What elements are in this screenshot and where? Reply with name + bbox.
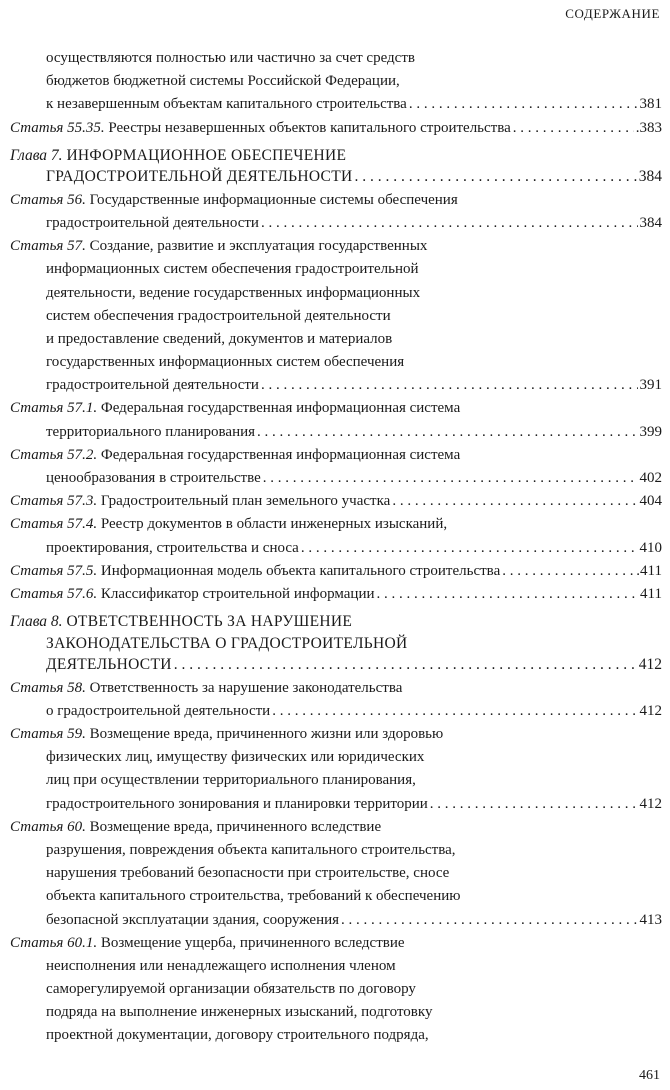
entry-title-line: информационных систем обеспечения градостроительной [46,261,419,278]
entry-title-line: Возмещение вреда, причиненного жизни или здоровью [89,726,444,742]
article-label: Статья 57.6. [10,585,98,602]
toc-line [10,723,662,746]
toc-line [10,978,662,1001]
entry-title-line: систем обеспечения градостроительной деятельности [46,307,391,324]
page-number: 461 [639,1068,660,1083]
toc-line [10,467,662,490]
toc-line [10,746,662,769]
article-label: Статья 56. [10,191,86,208]
entry-title-line: Государственные информационные системы обеспечения [89,191,458,208]
toc-page-number: 412 [638,656,662,674]
chapter-title-line: ОТВЕТСТВЕННОСТЬ ЗА НАРУШЕНИЕ [66,613,353,631]
dot-leader [261,212,638,235]
article-label: Статья 59. [10,726,86,742]
toc-page-number: .411 [636,562,662,579]
entry-title-line: Возмещение ущерба, причиненного вследствие [100,934,405,951]
entry-title-line: неисполнения или ненадлежащего исполнения членом [46,957,396,974]
toc-line [10,93,662,116]
dot-leader [354,166,636,188]
toc-line [10,633,662,655]
entry-title-line: Реестр документов в области инженерных изысканий, [100,516,448,533]
entry-title-line: Создание, развитие и эксплуатация государственных [89,238,428,255]
toc-page-number: .383 [635,119,662,136]
toc-entry [10,723,662,816]
toc-line [10,166,662,188]
dot-leader [409,93,638,116]
toc-line [10,816,662,839]
toc-entry [10,189,662,235]
chapter-title-line: ЗАКОНОДАТЕЛЬСТВА О ГРАДОСТРОИТЕЛЬНОЙ [46,634,408,652]
toc-page-number: 381 [639,96,662,113]
entry-title-line: государственных информационных систем обеспечения [46,354,405,371]
running-head: СОДЕРЖАНИЕ [565,6,660,21]
toc-line [10,235,662,258]
toc-line [10,490,662,513]
toc-line [10,374,662,397]
toc-entry [10,490,662,513]
toc-line [10,421,662,444]
toc-line [10,328,662,351]
entry-title-line: Классификатор строительной информации [100,585,375,602]
toc-line [10,1024,662,1047]
toc-entry [10,816,662,932]
entry-title-line: территориального планирования [46,423,256,440]
toc-entry [10,513,662,559]
toc-line [10,47,662,70]
toc-entry [10,677,662,723]
toc-line [10,537,662,560]
toc-line [10,444,662,467]
toc-line [10,189,662,212]
entry-title-line: объекта капитального строительства, требований к обеспечению [46,888,461,905]
dot-leader [261,374,638,397]
toc-page-number: 391 [639,377,662,394]
entry-title-line: осуществляются полностью или частично за счет средств [46,50,415,66]
toc-page-number: 413 [639,911,662,928]
entry-title-line: Информационная модель объекта капитального строительства [100,562,501,579]
toc-entry [10,560,662,583]
entry-title-line: градостроительной деятельности [46,214,259,231]
toc-line [10,305,662,328]
dot-leader [301,537,638,560]
dot-leader [257,421,637,444]
entry-title-line: Реестры незавершенных объектов капитального строительства [108,119,511,136]
table-of-contents [10,47,662,1048]
toc-line [10,351,662,374]
toc-chapter-entry [10,145,662,188]
toc-line [10,955,662,978]
dot-leader [430,793,638,816]
toc-line [10,1001,662,1024]
toc-page-number: 410 [639,539,662,556]
toc-line [10,70,662,93]
dot-leader [341,909,637,932]
toc-page-number: 411 [640,585,662,602]
entry-title-line: Возмещение вреда, причиненного вследствие [89,818,382,835]
dot-leader [392,490,637,513]
entry-title-line: проектирования, строительства и сноса [46,539,299,556]
entry-title-line: разрушения, повреждения объекта капитального строительства, [46,841,456,858]
toc-page-number: 412 [639,702,662,719]
entry-title-line: деятельности, ведение государственных информационных [46,284,421,301]
entry-title-line: градостроительного зонирования и планировки территории [46,795,428,812]
toc-line [10,885,662,908]
toc-line [10,932,662,955]
toc-page-number: 402 [639,470,662,486]
toc-entry [10,235,662,397]
article-label: Статья 57.5. [10,562,98,579]
article-label: Статья 57.4. [10,516,98,533]
entry-title-line: о градостроительной деятельности [46,702,271,719]
article-label: Статья 58. [10,679,86,696]
entry-title-line: саморегулируемой организации обязательств по договору [46,981,416,998]
toc-line [10,909,662,932]
entry-title-line: к незавершенным объектам капитального строительства [46,96,407,113]
article-label: Статья 60. [10,818,86,835]
dot-leader [263,467,638,490]
dot-leader [502,560,634,583]
toc-line [10,282,662,305]
toc-line [10,583,662,606]
toc-line [10,513,662,536]
toc-entry [10,47,662,117]
toc-line [10,700,662,723]
toc-line [10,212,662,235]
entry-title-line: нарушения требований безопасности при строительстве, сносе [46,865,450,882]
toc-line [10,117,662,140]
toc-line [10,654,662,676]
toc-entry [10,397,662,443]
chapter-title-line: ИНФОРМАЦИОННОЕ ОБЕСПЕЧЕНИЕ [66,146,347,164]
toc-line [10,611,662,633]
dot-leader [377,583,639,606]
entry-title-line: ценообразования в строительстве [46,470,261,486]
dot-leader [272,700,637,723]
toc-line [10,560,662,583]
toc-chapter-entry [10,611,662,676]
toc-line [10,862,662,885]
toc-page-number: 412 [639,795,662,812]
toc-line [10,839,662,862]
toc-page-number: 384 [639,214,662,231]
toc-entry [10,932,662,1048]
entry-title-line: Федеральная государственная информационная система [100,400,461,417]
toc-line [10,793,662,816]
toc-line [10,769,662,792]
toc-page-number: 399 [639,423,662,440]
entry-title-line: и предоставление сведений, документов и материалов [46,330,393,347]
article-label: Статья 55.35. [10,119,105,136]
entry-title-line: проектной документации, договору строительного подряда, [46,1027,429,1044]
chapter-label: Глава 8. [10,613,63,631]
chapter-title-line: ГРАДОСТРОИТЕЛЬНОЙ ДЕЯТЕЛЬНОСТИ [46,168,353,186]
chapter-label: Глава 7. [10,146,63,164]
entry-title-line: лиц при осуществлении территориального планирования, [46,772,416,789]
entry-title-line: Ответственность за нарушение законодательства [89,679,403,696]
toc-line [10,677,662,700]
dot-leader [174,654,637,676]
toc-page-number: 404 [639,493,662,510]
toc-page-number: 384 [638,168,662,186]
article-label: Статья 57.1. [10,400,98,417]
toc-line [10,145,662,167]
entry-title-line: градостроительной деятельности [46,377,259,394]
entry-title-line: физических лиц, имуществу физических или юридических [46,749,425,766]
entry-title-line: безопасной эксплуатации здания, сооружения [46,911,340,928]
chapter-title-line: ДЕЯТЕЛЬНОСТИ [46,656,172,674]
entry-title-line: подряда на выполнение инженерных изысканий, подготовку [46,1004,433,1021]
toc-entry [10,583,662,606]
toc-line [10,397,662,420]
toc-line [10,258,662,281]
entry-title-line: Градостроительный план земельного участка [100,493,391,510]
entry-title-line: бюджетов бюджетной системы Российской Федерации, [46,73,400,90]
article-label: Статья 57.3. [10,493,98,510]
dot-leader [513,117,634,140]
entry-title-line: Федеральная государственная информационная система [100,446,461,463]
article-label: Статья 57. [10,238,86,255]
article-label: Статья 57.2. [10,446,98,463]
toc-entry [10,117,662,140]
article-label: Статья 60.1. [10,934,98,951]
toc-entry [10,444,662,490]
